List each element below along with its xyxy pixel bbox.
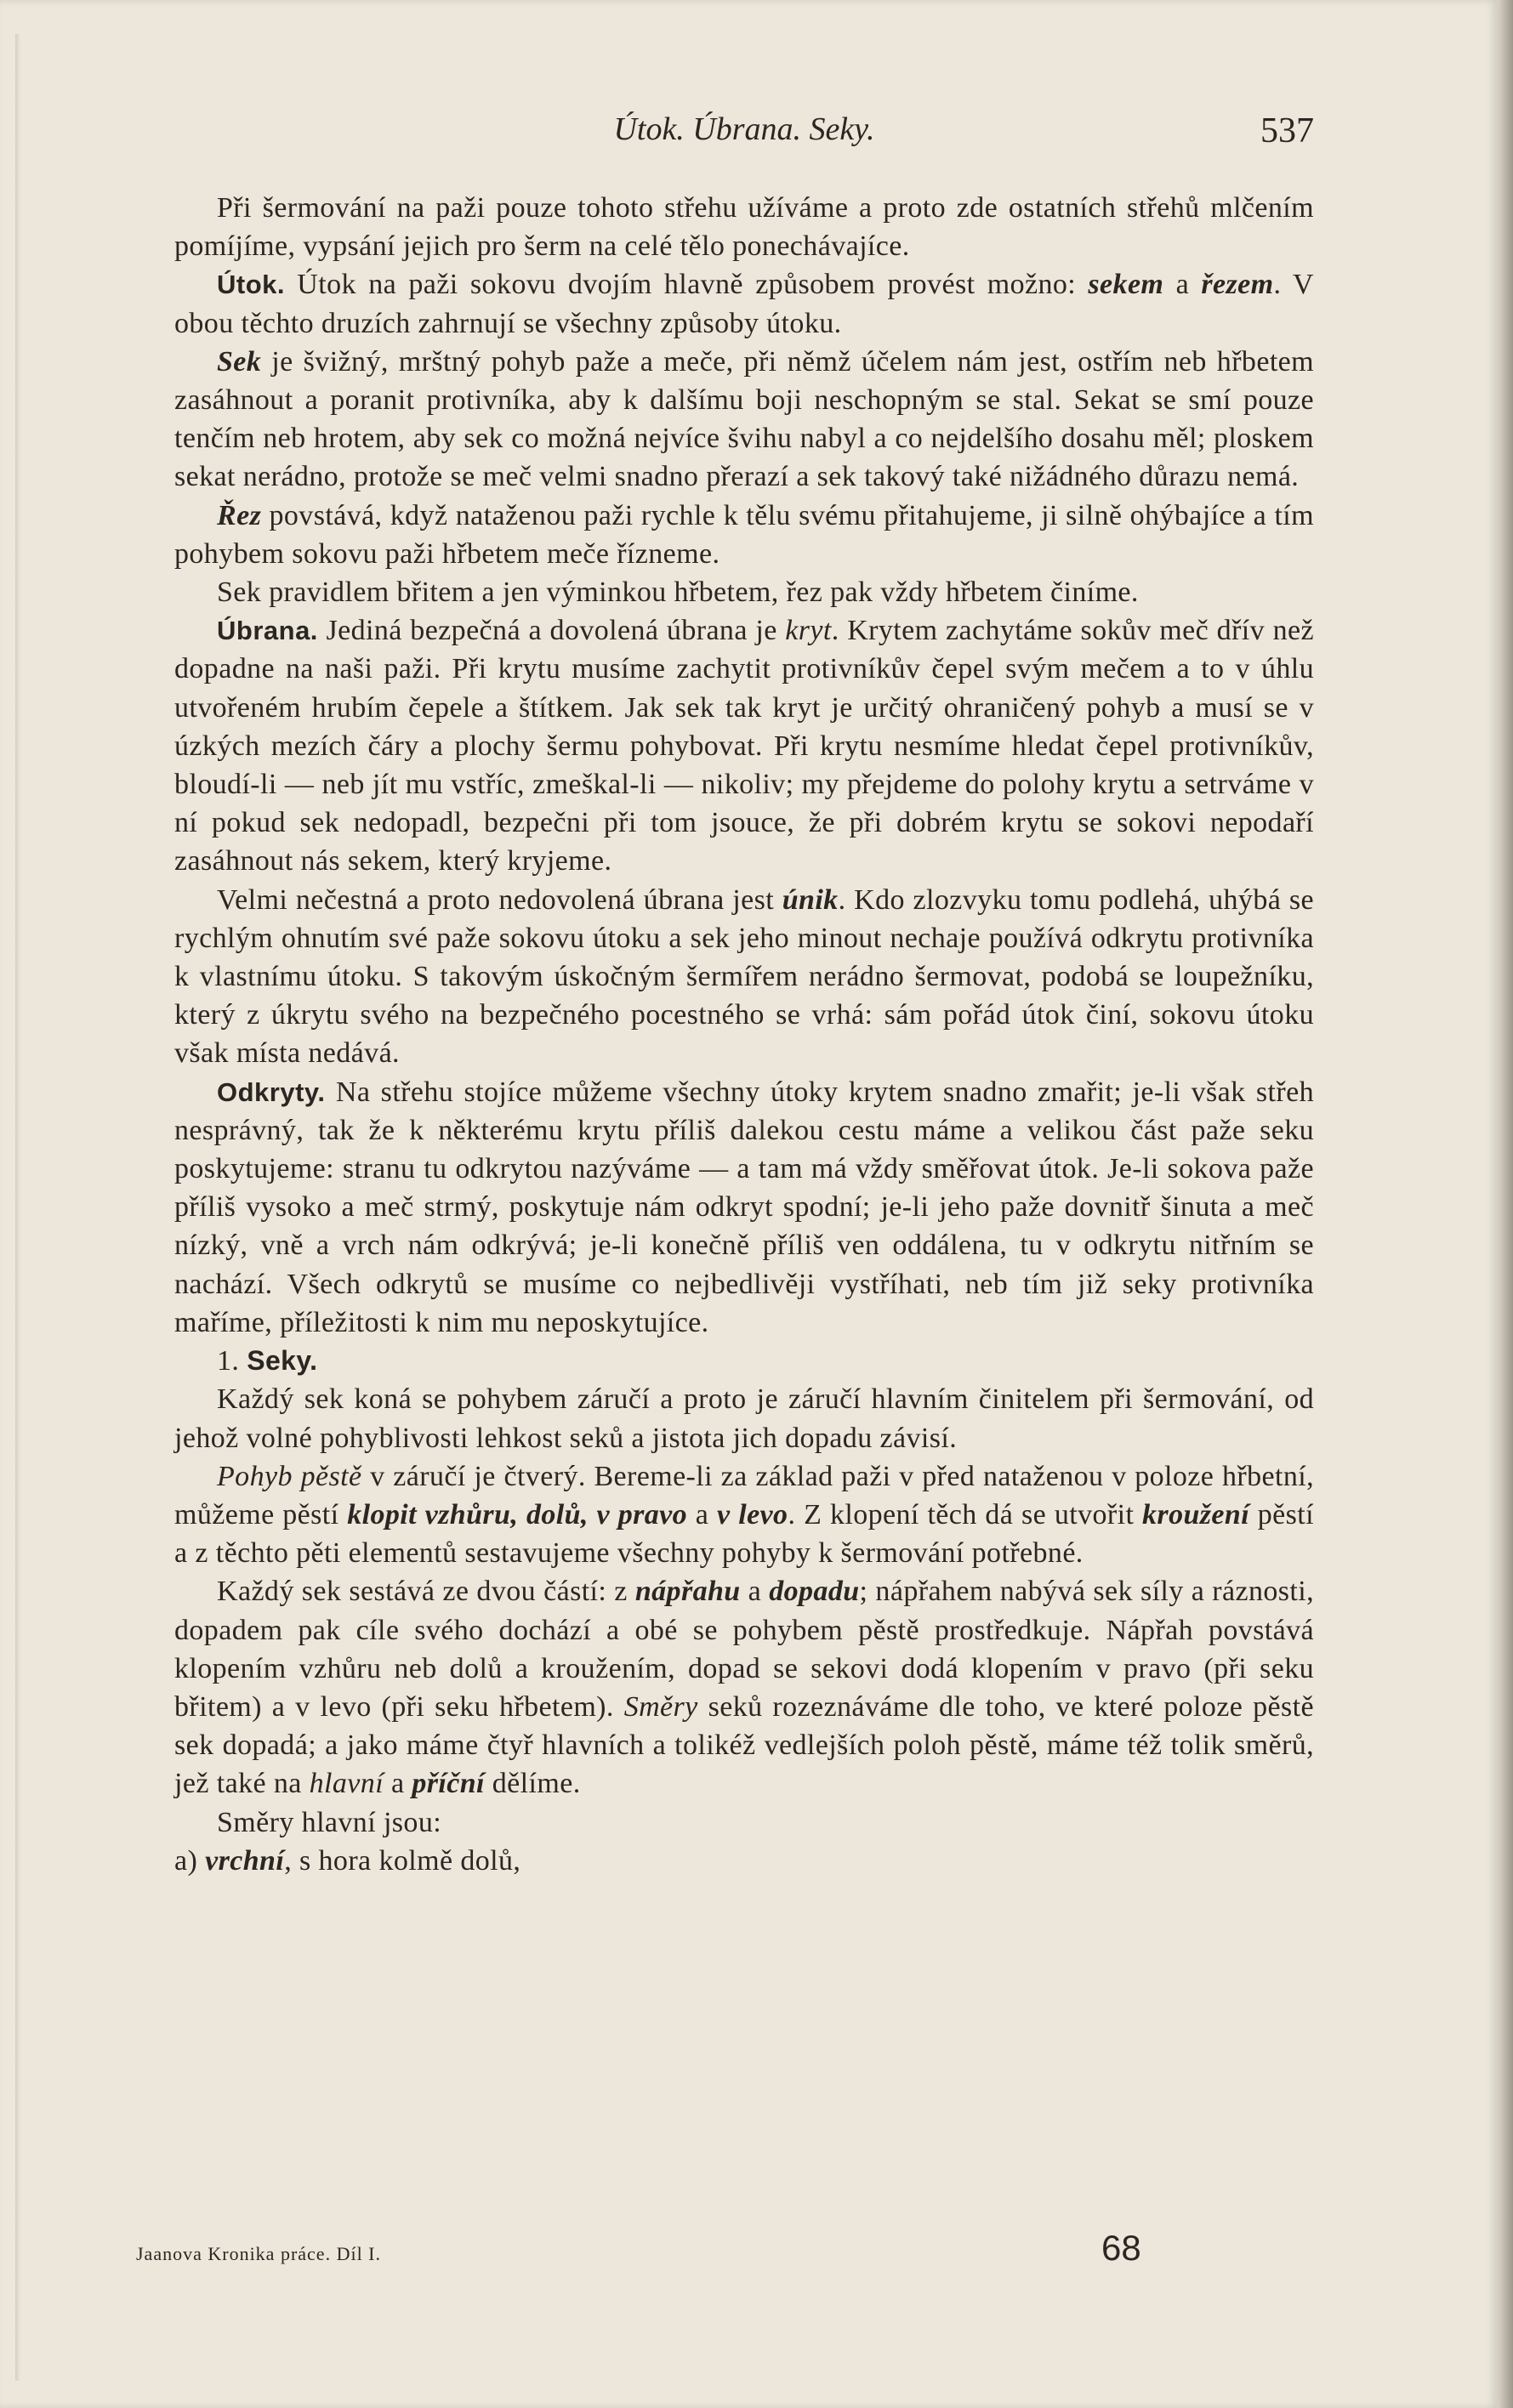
text-run: Na střehu stojíce můžeme všechny útoky krytem snadno zmařit; je-li však střeh nesprávný, tak že k některému krytu příliš dalekou cestu máme a velikou část paže seku poskytujeme: stranu tu odkrytou nazýváme — a tam má vždy směřovat útok. Je-li sokova paže příliš vysoko a meč strmý, poskytuje nám odkryt spodní; je-li jeho paže dovnitř šinuta a meč nízký, vně a vrch nám odkrývá; je-li konečně příliš ven oddálena, tu v odkrytu nitřním se nachází. Všech odkrytů se musíme co nejbedlivěji vystříhati, neb tím již seky protivníka maříme, příležitosti k nim mu neposkytujíce. [174, 1076, 1314, 1338]
text-run: dělíme. [484, 1768, 581, 1800]
text-run: povstává, když nataženou paži rychle k tělu svému přitahujeme, ji silně ohýbajíce a tím pohybem sokovu paži hřbetem meče řízneme. [174, 499, 1314, 570]
section-heading: Odkryty. [217, 1076, 326, 1107]
text-run: pěstí a z těchto pěti elementů sestavujeme všechny pohyby k šermování potřebné. [174, 1498, 1314, 1570]
emphasized-term: řezem [1201, 269, 1274, 301]
emphasized-term: hlavní [309, 1768, 384, 1800]
emphasized-term: sekem [1088, 269, 1164, 301]
page-gutter-shadow [15, 34, 20, 2381]
paragraph [174, 611, 1314, 880]
text-run: Sek pravidlem břitem a jen výminkou hřbetem, řez pak vždy hřbetem činíme. [217, 576, 1139, 609]
text-run: ; nápřahem nabývá sek síly a ráznosti, dopadem pak cíle svého dochází a obé se pohybem pěstě prostředkuje. Nápřah povstává klopením vzhůru neb dolů a kroužením, dopad se sekovi dodá klopením v pravo (při seku břitem) a v levo (při seku hřbetem). [174, 1576, 1314, 1723]
text-run: v záručí je čtverý. Bereme-li za základ paži v před nataženou v poloze hřbetní, můžeme pěstí [174, 1460, 1314, 1531]
paragraph [174, 1457, 1314, 1573]
emphasized-term: Sek [217, 345, 262, 378]
paragraph [174, 1342, 1314, 1380]
emphasized-term: dopadu [769, 1576, 860, 1608]
text-run: je švižný, mrštný pohyb paže a meče, při němž účelem nám jest, ostřím neb hřbetem zasáhnout a poranit protivníka, aby k dalšímu boji neschopným se stal. Sekat se smí pouze tenčím neb hrotem, aby sek co možná nejvíce švihu nabyl a co nejdelšího dosahu měl; ploskem sekat nerádno, protože se meč velmi snadno přerazí a sek takový také nižádného důrazu nemá. [174, 345, 1314, 493]
paragraph [174, 1380, 1314, 1457]
text-run: seků rozeznáváme dle toho, ve které poloze pěstě sek dopadá; a jako máme čtyř hlavních a tolikéž vedlejších poloh pěstě, máme též tolik směrů, jež také na [174, 1690, 1314, 1800]
paragraph [174, 343, 1314, 497]
emphasized-term: únik [782, 883, 839, 916]
paragraph [174, 1572, 1314, 1803]
emphasized-term: vrchní [205, 1844, 285, 1877]
emphasized-term: klopit vzhůru, dolů, v pravo [347, 1498, 688, 1531]
text-run: Směry hlavní jsou: [217, 1806, 442, 1838]
text-run: Jediná bezpečná a dovolená úbrana je [317, 615, 786, 647]
paragraph [174, 1842, 1314, 1880]
paragraph [174, 1073, 1314, 1342]
section-heading: Seky. [247, 1345, 318, 1377]
text-run: Útok na paži sokovu dvojím hlavně způsobem provést možno: [285, 269, 1089, 301]
text-run: a [384, 1768, 412, 1800]
text-run: . Krytem zachytáme sokův meč dřív než dopadne na naši paži. Při krytu musíme zachytit protivníkův čepel svým mečem a to v úhlu utvořeném hrubím čepele a štítkem. Jak sek tak kryt je určitý ohraničený pohyb a musí se v úzkých mezích čáry a plochy šermu pohybovat. Při krytu nesmíme hledat čepel protivníkův, bloudí-li — neb jít mu vstříc, zmeškal-li — nikoliv; my přejdeme do polohy krytu a setrváme v ní pokud sek nedopadl, bezpečni při tom jsouce, že při dobrém krytu se sokovi nepodaří zasáhnout nás sekem, který kryjeme. [174, 615, 1314, 877]
paragraph [174, 1803, 1314, 1842]
text-run: . Z klopení těch dá se utvořit [788, 1498, 1143, 1531]
emphasized-term: Pohyb pěstě [217, 1460, 362, 1492]
running-header [174, 111, 1314, 162]
paragraph [174, 573, 1314, 611]
page-footer [136, 2228, 1140, 2279]
text-run: Velmi nečestná a proto nedovolená úbrana jest [217, 883, 782, 916]
signature-number: 68 [1101, 2228, 1141, 2268]
text-run: , s hora kolmě dolů, [284, 1844, 521, 1877]
text-run: . Kdo zlozvyku tomu podlehá, uhýbá se rychlým ohnutím své paže sokovu útoku a sek jeho minout nechaje používá odkrytu protivníka k vlastnímu útoku. S takovým úskočným šermířem nerádno šermovat, podobá se loupežníku, který z úkrytu svého na bezpečného pocestného se vrhá: sám pořád útok činí, sokovu útoku však místa nedává. [174, 883, 1314, 1070]
text-run: . V obou těchto druzích zahrnují se všechny způsoby útoku. [174, 269, 1315, 339]
text-run: a) [174, 1844, 206, 1877]
section-heading: Úbrana. [217, 616, 318, 646]
page-body-text [174, 189, 1314, 1880]
text-run: Každý sek koná se pohybem záručí a proto je záručí hlavním činitelem při šermování, od jehož volné pohyblivosti lehkost seků a jistota jich dopadu závisí. [174, 1383, 1314, 1454]
paragraph [174, 881, 1314, 1073]
paragraph [174, 265, 1314, 342]
text-run: a [740, 1576, 770, 1608]
emphasized-term: kroužení [1142, 1498, 1250, 1531]
text-run: Každý sek sestává ze dvou částí: z [217, 1576, 635, 1608]
text-run: a [687, 1498, 718, 1531]
text-run: a [1163, 269, 1202, 301]
footer-source-line: Jaanova Kronika práce. Díl I. [136, 2243, 382, 2264]
text-run: 1. [217, 1345, 247, 1377]
running-title: Útok. Úbrana. Seky. [613, 111, 875, 147]
paragraph [174, 497, 1314, 573]
emphasized-term: Směry [623, 1690, 698, 1723]
paragraph [174, 189, 1314, 265]
page-number: 537 [1260, 111, 1314, 150]
text-run: Při šermování na paži pouze tohoto střehu užíváme a proto zde ostatních střehů mlčením pomíjíme, vypsání jejich pro šerm na celé tělo ponechávajíce. [174, 192, 1314, 263]
emphasized-term: nápřahu [634, 1576, 741, 1608]
emphasized-term: příční [412, 1768, 485, 1800]
emphasized-term: v levo [717, 1498, 788, 1531]
emphasized-term: kryt [785, 615, 832, 647]
section-heading: Útok. [217, 270, 285, 300]
emphasized-term: Řez [217, 499, 262, 531]
page-edge [1499, 0, 1513, 2408]
